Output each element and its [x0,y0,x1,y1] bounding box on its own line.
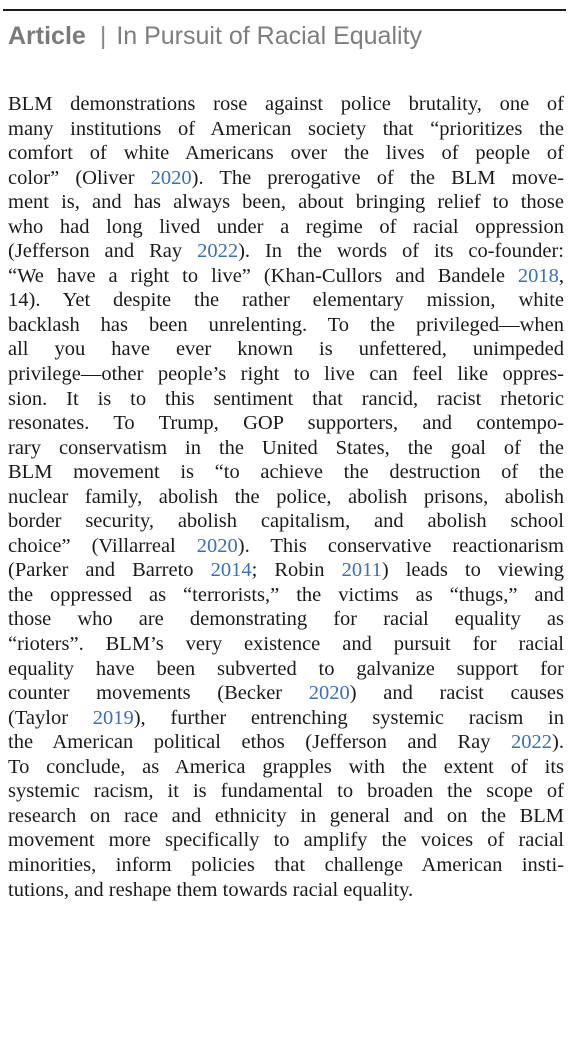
body-line [8,436,564,461]
body-line [8,264,564,289]
citation-link[interactable]: 2020 [196,534,238,557]
body-line [8,853,564,878]
body-text-segment: ). In the words of its co-founder: [238,240,564,263]
body-text-segment: ). [552,731,564,754]
body-line [8,313,564,338]
article-body [8,92,564,902]
body-text-segment: ) and racist causes [349,682,564,705]
body-text-segment: those who are demonstrating for racial equality as [8,608,564,631]
body-line [8,804,564,829]
body-text-segment: BLM movement is “to achieve the destruction of the [8,461,564,484]
body-text-segment: who had long lived under a regime of racial oppression [8,215,564,238]
citation-link[interactable]: 2022 [197,240,239,263]
body-line [8,534,564,559]
citation-link[interactable]: 2011 [341,559,382,582]
body-line [8,166,564,191]
body-line [8,190,564,215]
body-text-segment: ; Robin [251,559,342,582]
body-text-segment: “rioters”. BLM’s very existence and pursuit for racial [8,633,564,656]
body-text-segment: all you have ever known is unfettered, unimpeded [8,338,564,361]
citation-link[interactable]: 2020 [150,166,192,189]
body-text-segment: (Taylor [8,706,93,729]
body-line [8,681,564,706]
body-line [8,288,564,313]
body-line [8,411,564,436]
citation-link[interactable]: 2019 [92,706,134,729]
body-line [8,632,564,657]
article-title: In Pursuit of Racial Equality [116,22,423,50]
body-text-segment: tutions, and reshape them towards racial equality. [8,878,414,901]
body-text-segment: choice” (Villarreal [8,534,197,557]
body-line [8,583,564,608]
body-text-segment: nuclear family, abolish the police, abolish prisons, abolish [8,485,564,508]
body-line [8,337,564,362]
body-line [8,485,564,510]
body-text-segment: ). This conservative reactionarism [237,534,564,557]
body-line [8,141,564,166]
body-text-segment: equality have been subverted to galvanize support for [8,657,564,680]
body-line [8,779,564,804]
body-line [8,239,564,264]
body-text-segment: BLM demonstrations rose against police brutality, one of [8,93,564,115]
body-text-segment: movement more specifically to amplify the voices of racial [8,829,564,852]
article-type-label: Article [8,22,86,50]
body-text-segment: ment is, and has always been, about bringing relief to those [8,191,564,214]
citation-link[interactable]: 2022 [511,731,553,754]
body-text-segment: the American political ethos (Jefferson and Ray [8,731,512,754]
body-text-segment: backlash has been unrelenting. To the privileged—when [8,313,564,336]
body-line [8,362,564,387]
body-text-segment: privilege—other people’s right to live can feel like oppres- [8,363,564,386]
body-line [8,558,564,583]
body-line [8,215,564,240]
citation-link[interactable]: 2014 [210,559,252,582]
body-text-segment: To conclude, as America grapples with the extent of its [8,755,564,778]
citation-link[interactable]: 2020 [308,682,350,705]
body-text-segment: ) leads to viewing [381,559,564,582]
body-text-segment: research on race and ethnicity in general and on the BLM [8,804,564,827]
body-text-segment: (Jefferson and Ray [8,240,198,263]
body-text-segment: rary conservatism in the United States, the goal of the [8,436,564,459]
body-line [8,828,564,853]
body-line [8,755,564,780]
body-text-segment: color” (Oliver [8,166,151,189]
body-text-segment: the oppressed as “terrorists,” the victims as “thugs,” and [8,583,564,606]
body-text-segment: sion. It is to this sentiment that rancid, racist rhetoric [8,387,564,410]
body-text-segment: minorities, inform policies that challenge American insti- [8,853,564,876]
body-line [8,607,564,632]
body-text-segment: comfort of white Americans over the lives of people of [8,142,564,165]
body-text-segment: , [558,264,564,287]
body-text-segment: ). The prerogative of the BLM move- [191,166,564,189]
body-text-segment: systemic racism, it is fundamental to broaden the scope of [8,780,564,803]
body-text-segment: ), further entrenching systemic racism in [133,706,564,729]
body-text-segment: many institutions of American society that “prioritizes the [8,117,564,140]
body-text-segment: resonates. To Trump, GOP supporters, and contempo- [8,412,564,435]
top-rule [3,9,566,11]
body-line [8,706,564,731]
article-header [8,19,422,53]
body-text-segment: (Parker and Barreto [8,559,211,582]
body-line [8,730,564,755]
body-line [8,657,564,682]
body-line [8,460,564,485]
body-line [8,878,564,903]
body-line [8,509,564,534]
body-line [8,387,564,412]
header-separator: | [99,22,107,50]
body-line [8,117,564,142]
body-text-segment: counter movements (Becker [8,682,309,705]
body-text-segment: “We have a right to live” (Khan-Cullors and Bandele [8,264,518,287]
body-text-segment: 14). Yet despite the rather elementary mission, white [8,289,564,312]
citation-link[interactable]: 2018 [517,264,559,287]
body-line [8,92,564,117]
body-text-segment: border security, abolish capitalism, and abolish school [8,510,564,533]
